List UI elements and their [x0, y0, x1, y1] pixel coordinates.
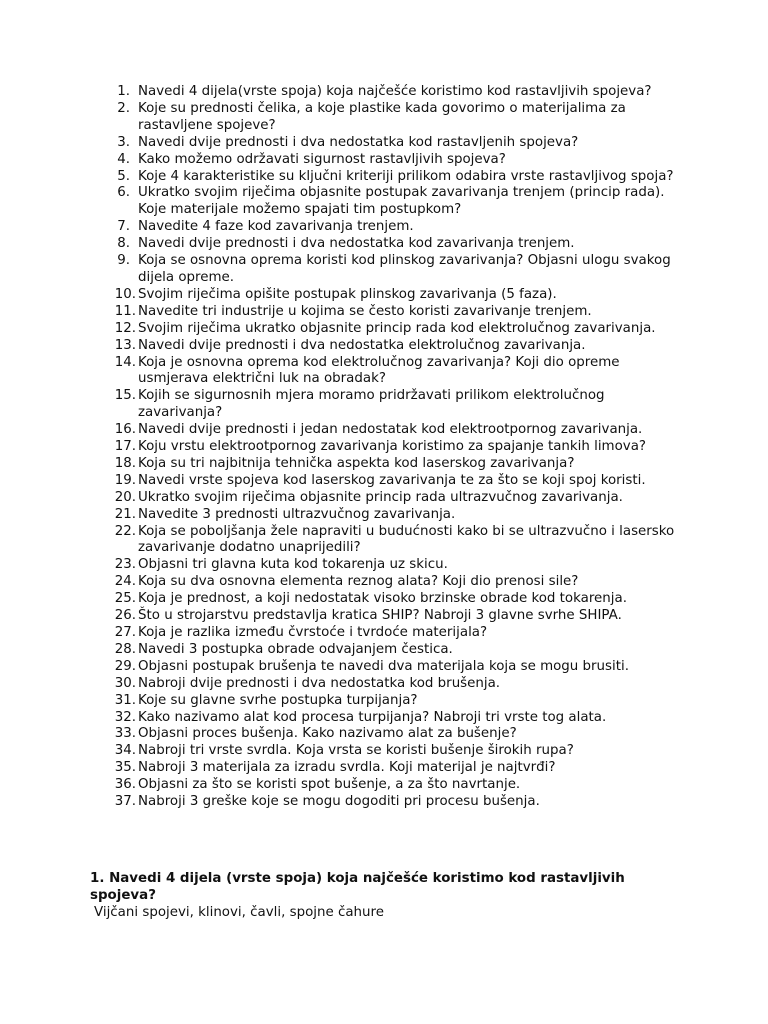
question-item: [0, 422, 768, 439]
question-item: [0, 473, 768, 490]
question-number: 23.: [114, 557, 136, 573]
answer-text: Vijčani spojevi, klinovi, čavli, spojne čahure: [94, 904, 384, 920]
question-text: Navedi vrste spojeva kod laserskog zavarivanja te za što se koji spoj koristi.: [138, 472, 646, 488]
question-item: [0, 777, 768, 794]
question-item: [0, 287, 768, 304]
question-item: [0, 574, 768, 591]
question-item: [0, 608, 768, 625]
question-item: [0, 236, 768, 253]
question-text: Koje su prednosti čelika, a koje plastike kada govorimo o materijalima za rastavljene spojeve?: [138, 100, 626, 133]
question-text: Koja je osnovna oprema kod elektrolučnog zavarivanja? Koji dio opreme usmjerava električni luk na obradak?: [138, 354, 620, 387]
question-text: Koje su glavne svrhe postupka turpijanja?: [138, 692, 418, 708]
question-number: 15.: [114, 388, 136, 404]
question-number: 5.: [117, 168, 130, 184]
question-item: [0, 710, 768, 727]
question-text: Kojih se sigurnosnih mjera moramo pridržavati prilikom elektrolučnog zavarivanja?: [138, 388, 605, 421]
question-text: Nabroji tri vrste svrdla. Koja vrsta se koristi bušenje širokih rupa?: [138, 743, 574, 759]
question-number: 21.: [114, 506, 136, 522]
question-number: 18.: [114, 455, 136, 471]
question-item: [0, 321, 768, 338]
question-text: Svojim riječima opišite postupak plinskog zavarivanja (5 faza).: [138, 286, 557, 302]
question-text: Kako možemo održavati sigurnost rastavljivih spojeva?: [138, 151, 506, 167]
question-item: [0, 439, 768, 456]
question-text: Ukratko svojim riječima objasnite princip rada ultrazvučnog zavarivanja.: [138, 489, 623, 505]
question-text: Koja su tri najbitnija tehnička aspekta kod laserskog zavarivanja?: [138, 455, 575, 471]
question-item: [0, 219, 768, 236]
question-text: Objasni proces bušenja. Kako nazivamo alat za bušenje?: [138, 726, 517, 742]
question-item: [0, 591, 768, 608]
question-number: 17.: [114, 439, 136, 455]
question-item: [0, 693, 768, 710]
question-item: [0, 304, 768, 321]
question-item: [0, 101, 768, 135]
question-number: 29.: [114, 658, 136, 674]
question-text: Koja se poboljšanja žele napraviti u budućnosti kako bi se ultrazvučno i lasersko zavarivanje dodatno unaprijedili?: [138, 523, 675, 556]
question-text: Objasni tri glavna kuta kod tokarenja uz skicu.: [138, 557, 448, 573]
question-number: 19.: [114, 472, 136, 488]
question-text: Navedi dvije prednosti i dva nedostatka elektrolučnog zavarivanja.: [138, 337, 586, 353]
question-item: [0, 524, 768, 558]
question-number: 16.: [114, 422, 136, 438]
question-number: 37.: [114, 794, 136, 810]
question-text: Što u strojarstvu predstavlja kratica SHIP? Nabroji 3 glavne svrhe SHIPA.: [138, 608, 622, 624]
question-text: Objasni za što se koristi spot bušenje, a za što navrtanje.: [138, 777, 521, 793]
question-text: Koja je prednost, a koji nedostatak visoko brzinske obrade kod tokarenja.: [138, 591, 627, 607]
question-number: 11.: [114, 303, 136, 319]
question-item: [0, 388, 768, 422]
question-item: [0, 557, 768, 574]
question-number: 33.: [114, 726, 136, 742]
question-text: Navedite 4 faze kod zavarivanja trenjem.: [138, 219, 414, 235]
question-number: 1.: [117, 84, 130, 99]
question-item: [0, 355, 768, 389]
question-number: 28.: [114, 641, 136, 657]
question-text: Navedi dvije prednosti i dva nedostatka kod rastavljenih spojeva?: [138, 134, 579, 150]
question-item: [0, 152, 768, 169]
question-text: Nabroji 3 materijala za izradu svrdla. Koji materijal je najtvrđi?: [138, 760, 556, 776]
question-item: [0, 659, 768, 676]
question-number: 7.: [117, 219, 130, 235]
question-text: Koju vrstu elektrootpornog zavarivanja koristimo za spajanje tankih limova?: [138, 439, 647, 455]
question-item: [0, 507, 768, 524]
question-item: [0, 642, 768, 659]
question-text: Ukratko svojim riječima objasnite postupak zavarivanja trenjem (princip rada). Koje materijale možemo spajati tim postupkom?: [138, 185, 665, 218]
question-text: Koja je razlika između čvrstoće i tvrdoće materijala?: [138, 625, 488, 640]
question-number: 6.: [117, 185, 130, 201]
question-text: Koja se osnovna oprema koristi kod plinskog zavarivanja? Objasni ulogu svakog dijela opreme.: [138, 253, 671, 285]
question-number: 14.: [114, 354, 136, 370]
question-number: 36.: [114, 777, 136, 793]
question-text: Navedi dvije prednosti i dva nedostatka kod zavarivanja trenjem.: [138, 236, 575, 252]
question-number: 35.: [114, 760, 136, 776]
question-text: Navedite tri industrije u kojima se često koristi zavarivanje trenjem.: [138, 303, 592, 319]
question-number: 4.: [117, 151, 130, 167]
question-item: [0, 84, 768, 101]
question-number: 32.: [114, 709, 136, 725]
question-item: [0, 625, 768, 642]
question-item: [0, 253, 768, 287]
question-number: 13.: [114, 337, 136, 353]
question-item: [0, 185, 768, 219]
question-text: Svojim riječima ukratko objasnite princip rada kod elektrolučnog zavarivanja.: [138, 320, 656, 336]
question-number: 9.: [117, 253, 130, 269]
question-text: Koje 4 karakteristike su ključni kriteriji prilikom odabira vrste rastavljivog spoja?: [138, 168, 674, 184]
question-text: Navedi 3 postupka obrade odvajanjem čestica.: [138, 641, 453, 657]
question-text: Objasni postupak brušenja te navedi dva materijala koja se mogu brusiti.: [138, 658, 629, 674]
question-number: 12.: [114, 320, 136, 336]
question-number: 31.: [114, 692, 136, 708]
question-text: Kako nazivamo alat kod procesa turpijanja? Nabroji tri vrste tog alata.: [138, 709, 607, 725]
question-item: [0, 490, 768, 507]
question-text: Navedite 3 prednosti ultrazvučnog zavarivanja.: [138, 506, 456, 522]
question-number: 25.: [114, 591, 136, 607]
question-number: 27.: [114, 625, 136, 640]
question-number: 2.: [117, 100, 130, 116]
question-text: Nabroji dvije prednosti i dva nedostatka kod brušenja.: [138, 675, 501, 691]
question-text: Navedi 4 dijela(vrste spoja) koja najčešće koristimo kod rastavljivih spojeva?: [138, 84, 652, 99]
question-item: [0, 760, 768, 777]
answer-question: 1. Navedi 4 dijela (vrste spoja) koja najčešće koristimo kod rastavljivih spojeva?: [90, 871, 625, 903]
question-number: 8.: [117, 236, 130, 252]
question-item: [0, 135, 768, 152]
question-item: [0, 338, 768, 355]
question-number: 22.: [114, 523, 136, 539]
question-text: Navedi dvije prednosti i jedan nedostatak kod elektrootpornog zavarivanja.: [138, 422, 643, 438]
question-number: 10.: [114, 286, 136, 302]
question-number: 24.: [114, 574, 136, 590]
question-item: [0, 169, 768, 186]
question-list: [0, 84, 768, 811]
question-number: 3.: [117, 134, 130, 150]
question-item: [0, 743, 768, 760]
question-item: [0, 726, 768, 743]
question-item: [0, 676, 768, 693]
question-number: 26.: [114, 608, 136, 624]
question-number: 34.: [114, 743, 136, 759]
question-text: Koja su dva osnovna elementa reznog alata? Koji dio prenosi sile?: [138, 574, 579, 590]
question-item: [0, 456, 768, 473]
question-number: 30.: [114, 675, 136, 691]
question-text: Nabroji 3 greške koje se mogu dogoditi pri procesu bušenja.: [138, 794, 540, 810]
question-number: 20.: [114, 489, 136, 505]
question-item: [0, 794, 768, 811]
answer-section: [90, 871, 690, 922]
